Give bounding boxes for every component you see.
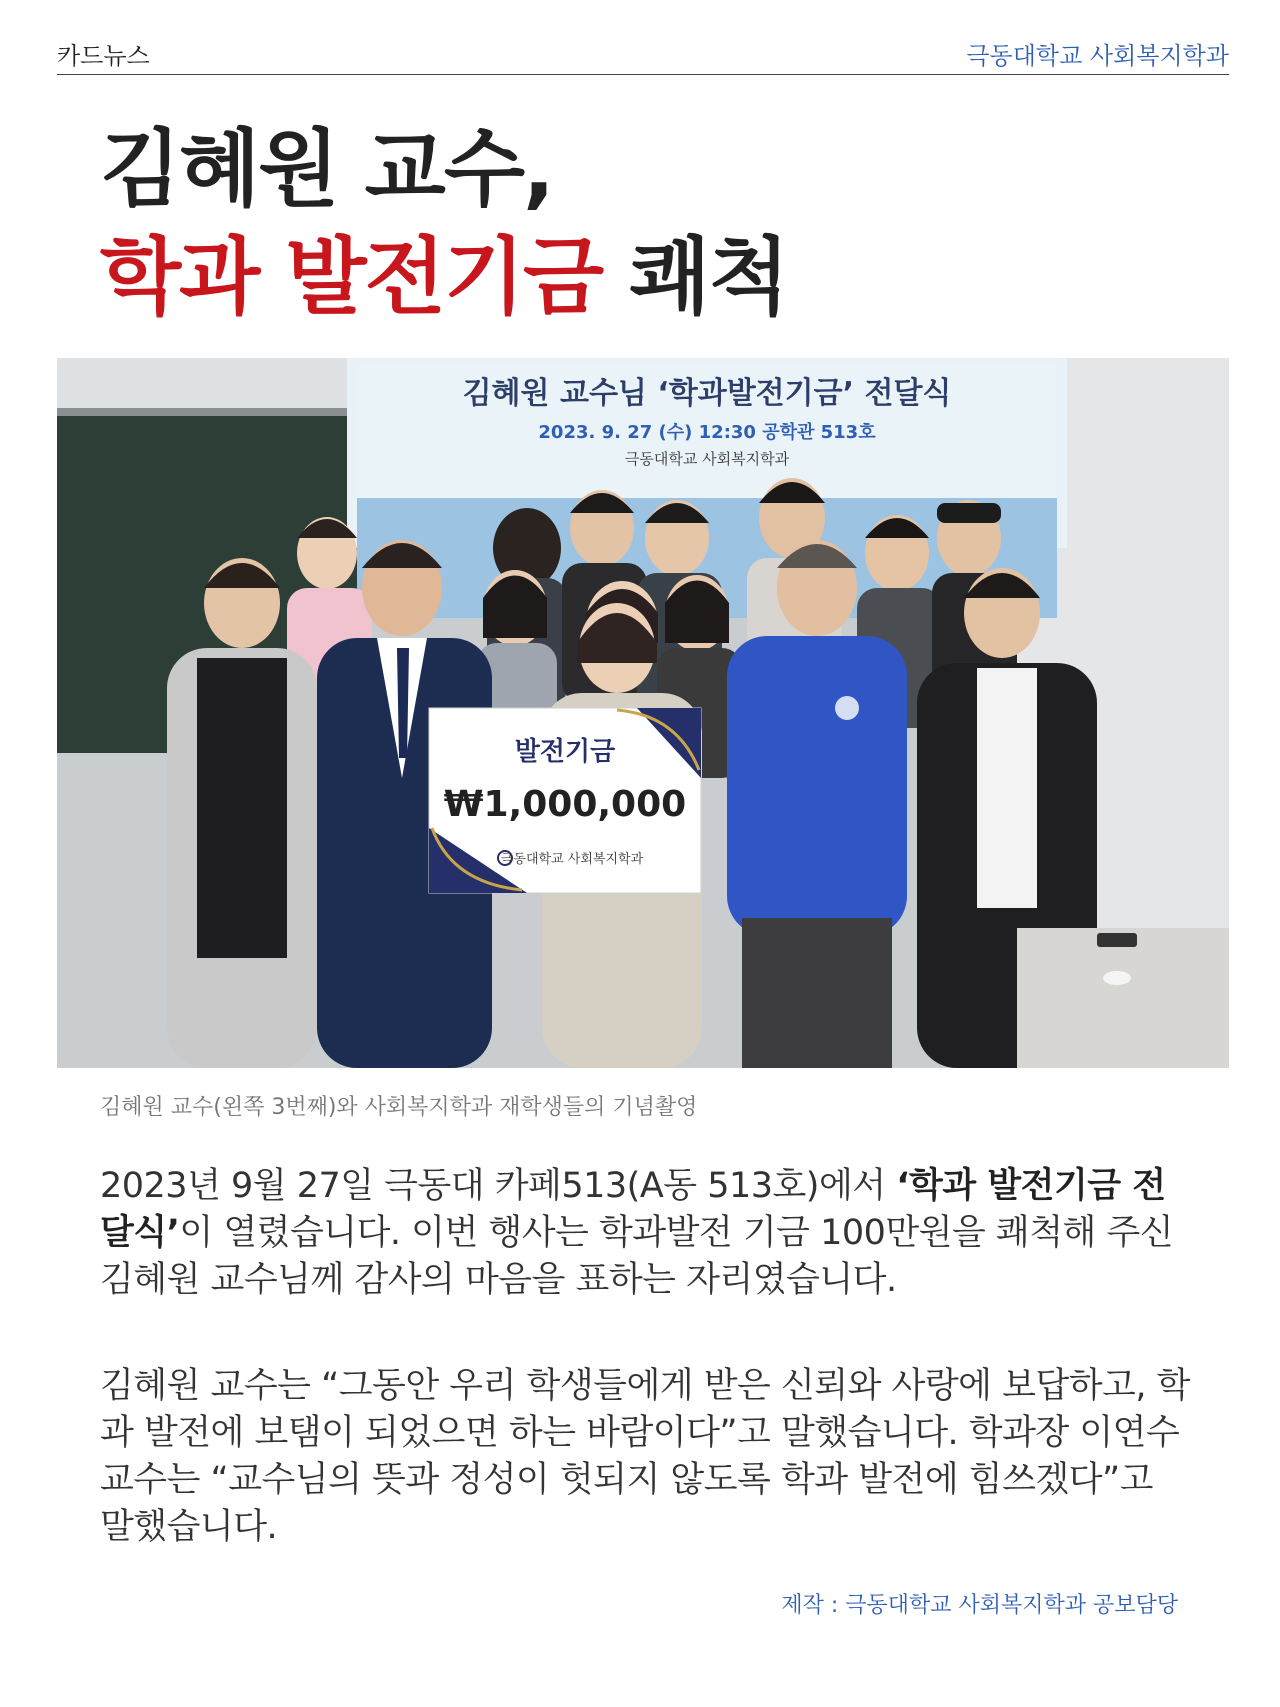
screen-org: 극동대학교 사회복지학과 bbox=[624, 450, 790, 468]
headline-rest: 쾌척 bbox=[602, 228, 788, 326]
donation-sign bbox=[429, 708, 701, 893]
paragraph1-text-a: 2023년 9월 27일 극동대 카페513(A동 513호)에서 bbox=[100, 1166, 897, 1206]
sign-amount: ₩1,000,000 bbox=[443, 784, 687, 825]
headline-line2 bbox=[100, 223, 788, 331]
sign-title: 발전기금 bbox=[514, 737, 616, 767]
event-photo bbox=[57, 358, 1229, 1068]
photo-caption: 김혜원 교수(왼쪽 3번째)와 사회복지학과 재학생들의 기념촬영 bbox=[100, 1095, 698, 1120]
department-label: 극동대학교 사회복지학과 bbox=[966, 42, 1229, 70]
credit-line: 제작 : 극동대학교 사회복지학과 공보담당 bbox=[781, 1593, 1178, 1618]
paragraph1-text-b: 이 열렸습니다. 이번 행사는 학과발전 기금 100만원을 쾌척해 주신 김혜원 교수님께 감사의 마음을 표하는 자리였습니다. bbox=[100, 1213, 1174, 1300]
screen-date: 2023. 9. 27 (수) 12:30 공학관 513호 bbox=[538, 422, 876, 443]
body-paragraph-2: 김혜원 교수는 “그동안 우리 학생들에게 받은 신뢰와 사랑에 보답하고, 학과 발전에 보탬이 되었으면 하는 바람이다”고 말했습니다. 학과장 이연수 교수는 “교수님의 뜻과 정성이 헛되지 않도록 학과 발전에 힘쓰겠다”고 말했습니다. bbox=[100, 1366, 1190, 1547]
headline-highlight: 학과 발전기금 bbox=[100, 228, 603, 326]
paragraph1-bold: ‘학과 발전기금 전달식’ bbox=[100, 1166, 1166, 1253]
headline-line1: 김혜원 교수, bbox=[100, 120, 553, 218]
headline bbox=[100, 115, 788, 331]
card-news-label: 카드뉴스 bbox=[57, 42, 150, 70]
screen-title: 김혜원 교수님 ‘학과발전기금’ 전달식 bbox=[462, 376, 952, 411]
sign-org: 극동대학교 사회복지학과 bbox=[500, 852, 644, 867]
body-paragraph-1 bbox=[100, 1163, 1190, 1304]
header-bar bbox=[57, 30, 1229, 75]
